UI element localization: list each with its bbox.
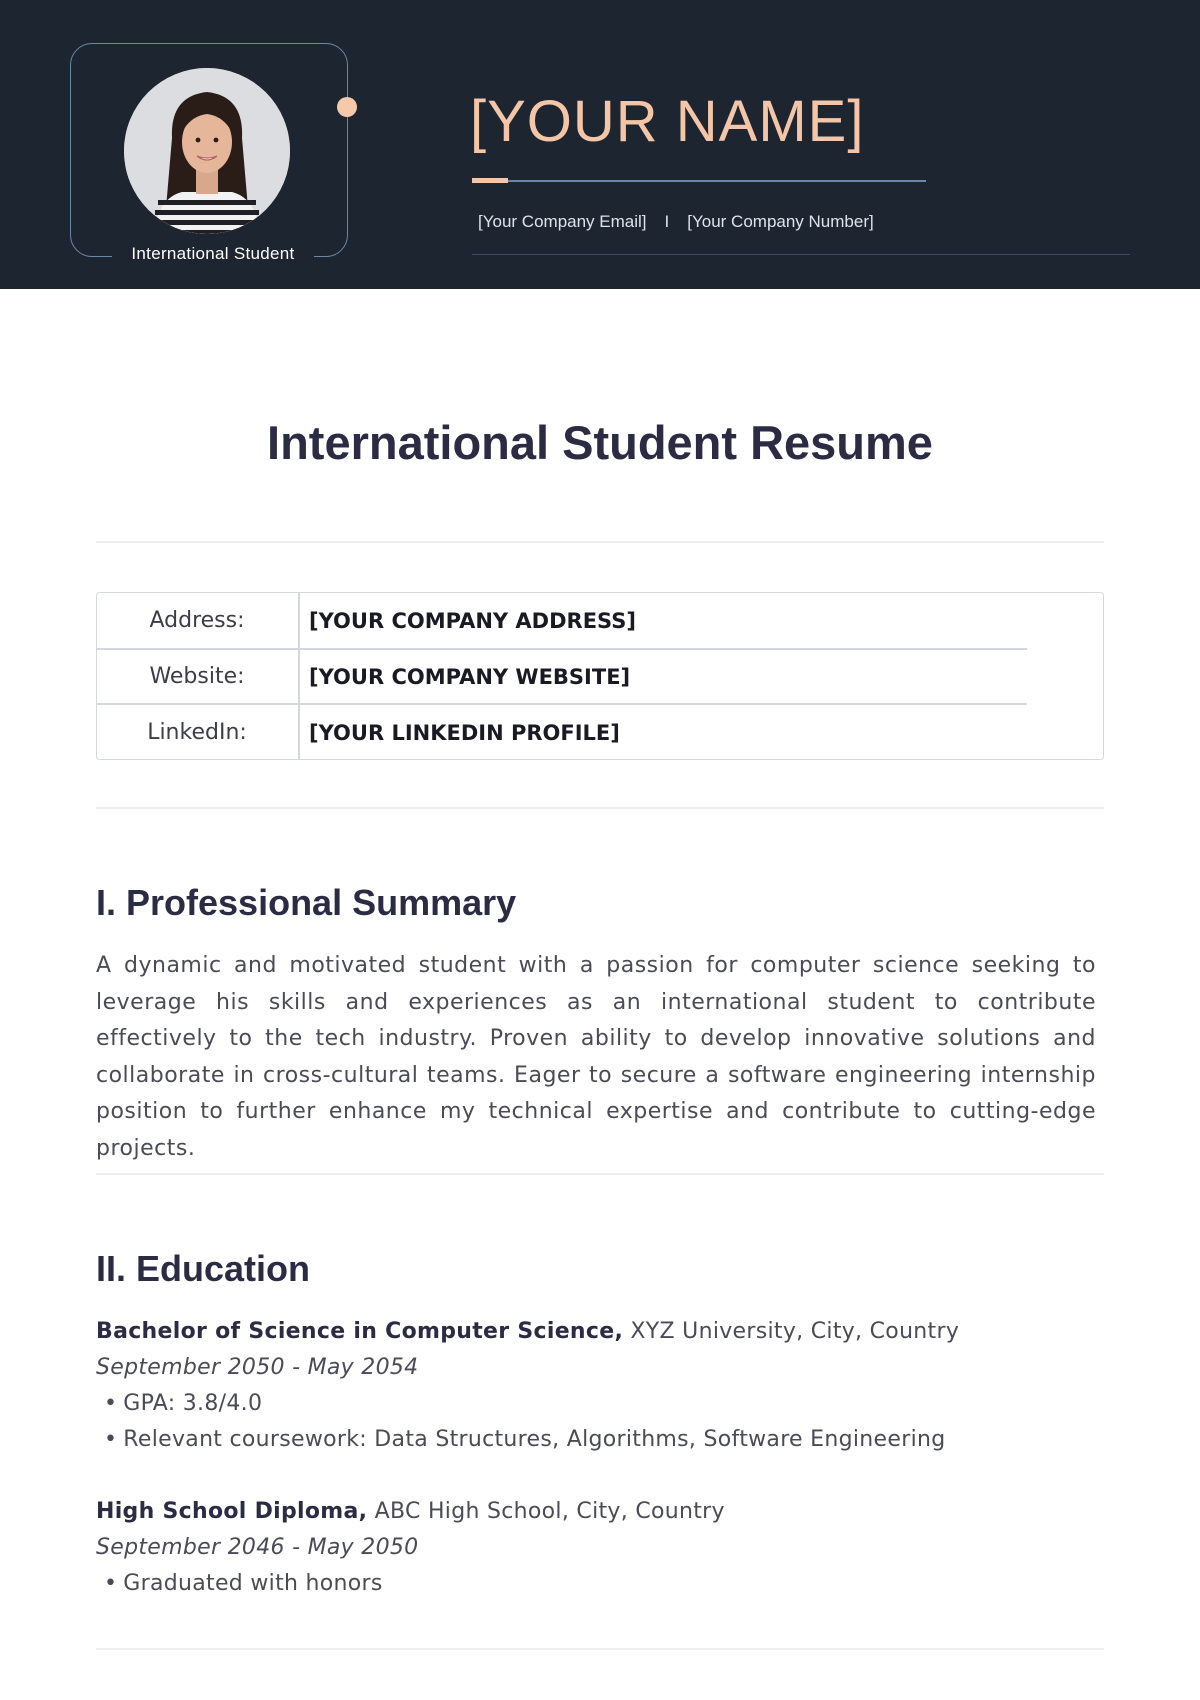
education-heading (96, 1314, 1096, 1350)
education-dates: September 2046 - May 2050 (96, 1535, 419, 1560)
profile-photo (124, 68, 290, 234)
frame-accent-dot (337, 97, 357, 117)
info-value: [YOUR LINKEDIN PROFILE] (309, 721, 620, 745)
education-bullets (96, 1566, 1096, 1602)
education-dates: September 2050 - May 2054 (96, 1355, 419, 1380)
education-bullets (96, 1386, 1096, 1458)
education-entry (96, 1494, 1096, 1602)
info-value: [YOUR COMPANY WEBSITE] (309, 665, 631, 689)
list-item: • GPA: 3.8/4.0 (96, 1386, 1096, 1422)
contact-row (478, 210, 874, 234)
name-underline-accent (472, 178, 508, 183)
info-row-linkedin (97, 705, 1103, 759)
name-underline (472, 180, 926, 182)
page-title: International Student Resume (267, 416, 933, 469)
education-heading (96, 1494, 1096, 1530)
header-banner (0, 0, 1200, 289)
list-item: • Relevant coursework: Data Structures, Algorithms, Software Engineering (96, 1422, 1096, 1458)
info-row-website (97, 649, 1103, 703)
candidate-name: [YOUR NAME] (470, 89, 865, 154)
list-item: • Graduated with honors (96, 1566, 1096, 1602)
info-label: LinkedIn: (147, 720, 247, 745)
divider (96, 541, 1104, 543)
divider (96, 1648, 1104, 1650)
degree-name: Bachelor of Science in Computer Science, (96, 1319, 624, 1344)
education-entry (96, 1314, 1096, 1458)
school-name: ABC High School, City, Country (367, 1499, 725, 1524)
person-silhouette-icon (124, 68, 290, 234)
degree-name: High School Diploma, (96, 1499, 368, 1524)
divider (96, 807, 1104, 809)
contact-underline (472, 254, 1130, 255)
divider (96, 1173, 1104, 1175)
info-label: Address: (149, 608, 245, 633)
section-heading-education: II. Education (96, 1248, 311, 1289)
school-name: XYZ University, City, Country (623, 1319, 960, 1344)
contact-info-table (96, 592, 1104, 760)
contact-separator: I (664, 212, 670, 231)
section-heading-summary: I. Professional Summary (96, 882, 517, 923)
info-row-address (97, 593, 1103, 647)
summary-paragraph: A dynamic and motivated student with a passion for computer science seeking to leverage his skills and experiences as an international student to contribute effectively to the tech industry. Proven ability to develop innovative solutions and collaborate in cross-cultural teams. Eager to secure a software engineering internship position to further enhance my technical expertise and contribute to cutting-edge projects. (96, 953, 1096, 1161)
table-column-divider (298, 593, 300, 759)
info-value: [YOUR COMPANY ADDRESS] (309, 609, 636, 633)
info-label: Website: (149, 664, 245, 689)
photo-caption: International Student (112, 242, 314, 266)
contact-phone: [Your Company Number] (687, 212, 874, 231)
contact-email: [Your Company Email] (478, 212, 647, 231)
